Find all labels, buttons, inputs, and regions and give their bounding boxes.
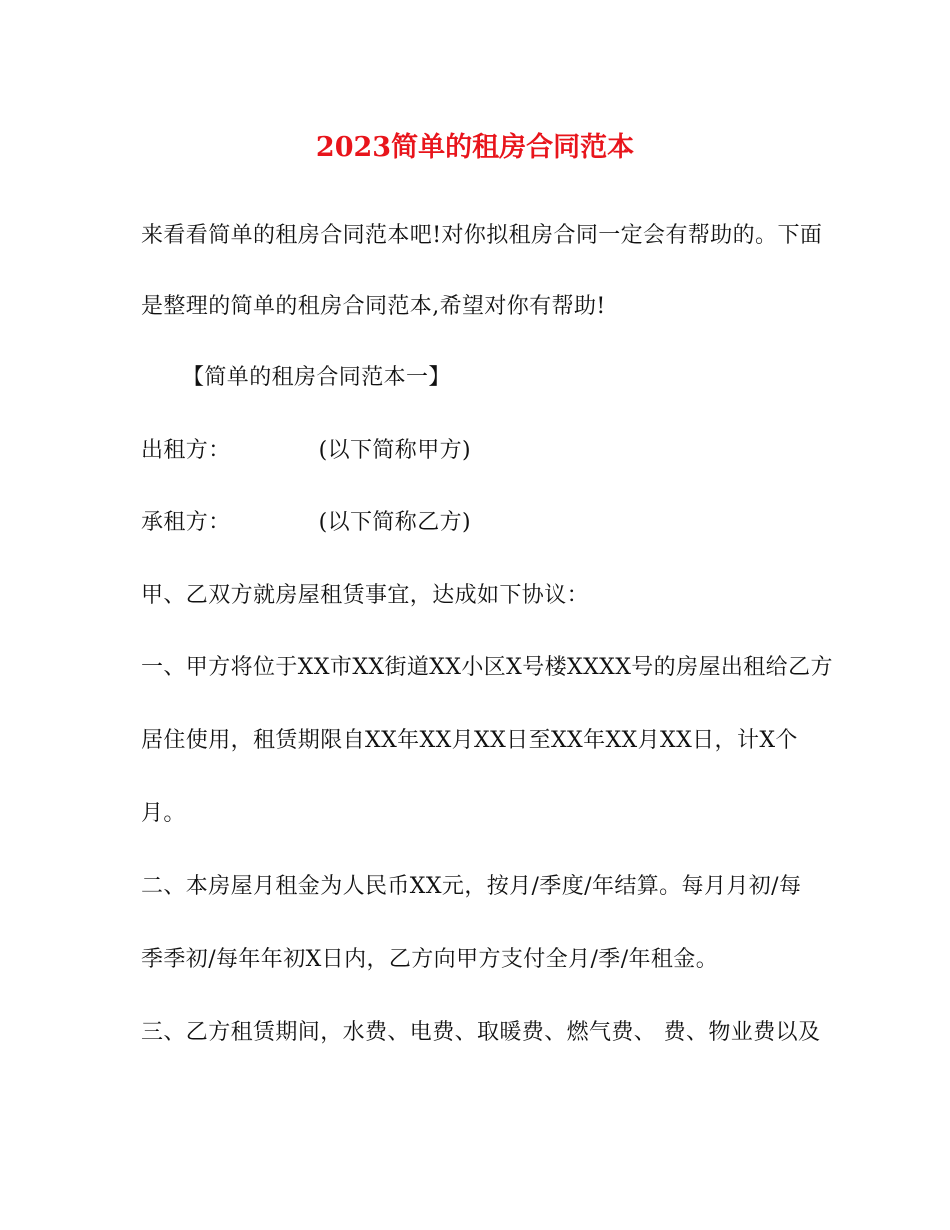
agreement-line: 甲、乙双方就房屋租赁事宜，达成如下协议： (141, 583, 590, 608)
section-heading: 【简单的租房合同范本一】 (182, 365, 451, 390)
clause-3-line-1: 三、乙方租赁期间，水费、电费、取暖费、燃气费、 费、物业费以及 (141, 1020, 821, 1045)
clause-1-line-2: 居住使用，租赁期限自XX年XX月XX日至XX年XX月XX日，计X个 (141, 728, 798, 753)
lessee-note: (以下简称乙方) (318, 510, 471, 535)
lessor-label: 出租方： (141, 438, 231, 463)
lessor-line (141, 436, 471, 466)
clause-2-line-2: 季季初/每年年初X日内，乙方向甲方支付全月/季/年租金。 (141, 947, 719, 972)
document-title: 2023简单的租房合同范本 (315, 132, 635, 163)
lessee-label: 承租方： (141, 510, 231, 535)
clause-2-line-1: 二、本房屋月租金为人民币XX元，按月/季度/年结算。每月月初/每 (141, 874, 802, 899)
clause-1-line-1: 一、甲方将位于XX市XX街道XX小区X号楼XXXX号的房屋出租给乙方 (141, 655, 833, 680)
lessee-line (141, 508, 471, 538)
lessor-note: (以下简称甲方) (318, 438, 471, 463)
intro-line-1: 来看看简单的租房合同范本吧!对你拟租房合同一定会有帮助的。下面 (141, 223, 823, 248)
intro-line-2: 是整理的简单的租房合同范本,希望对你有帮助! (141, 294, 606, 319)
clause-1-line-3: 月。 (141, 801, 186, 826)
